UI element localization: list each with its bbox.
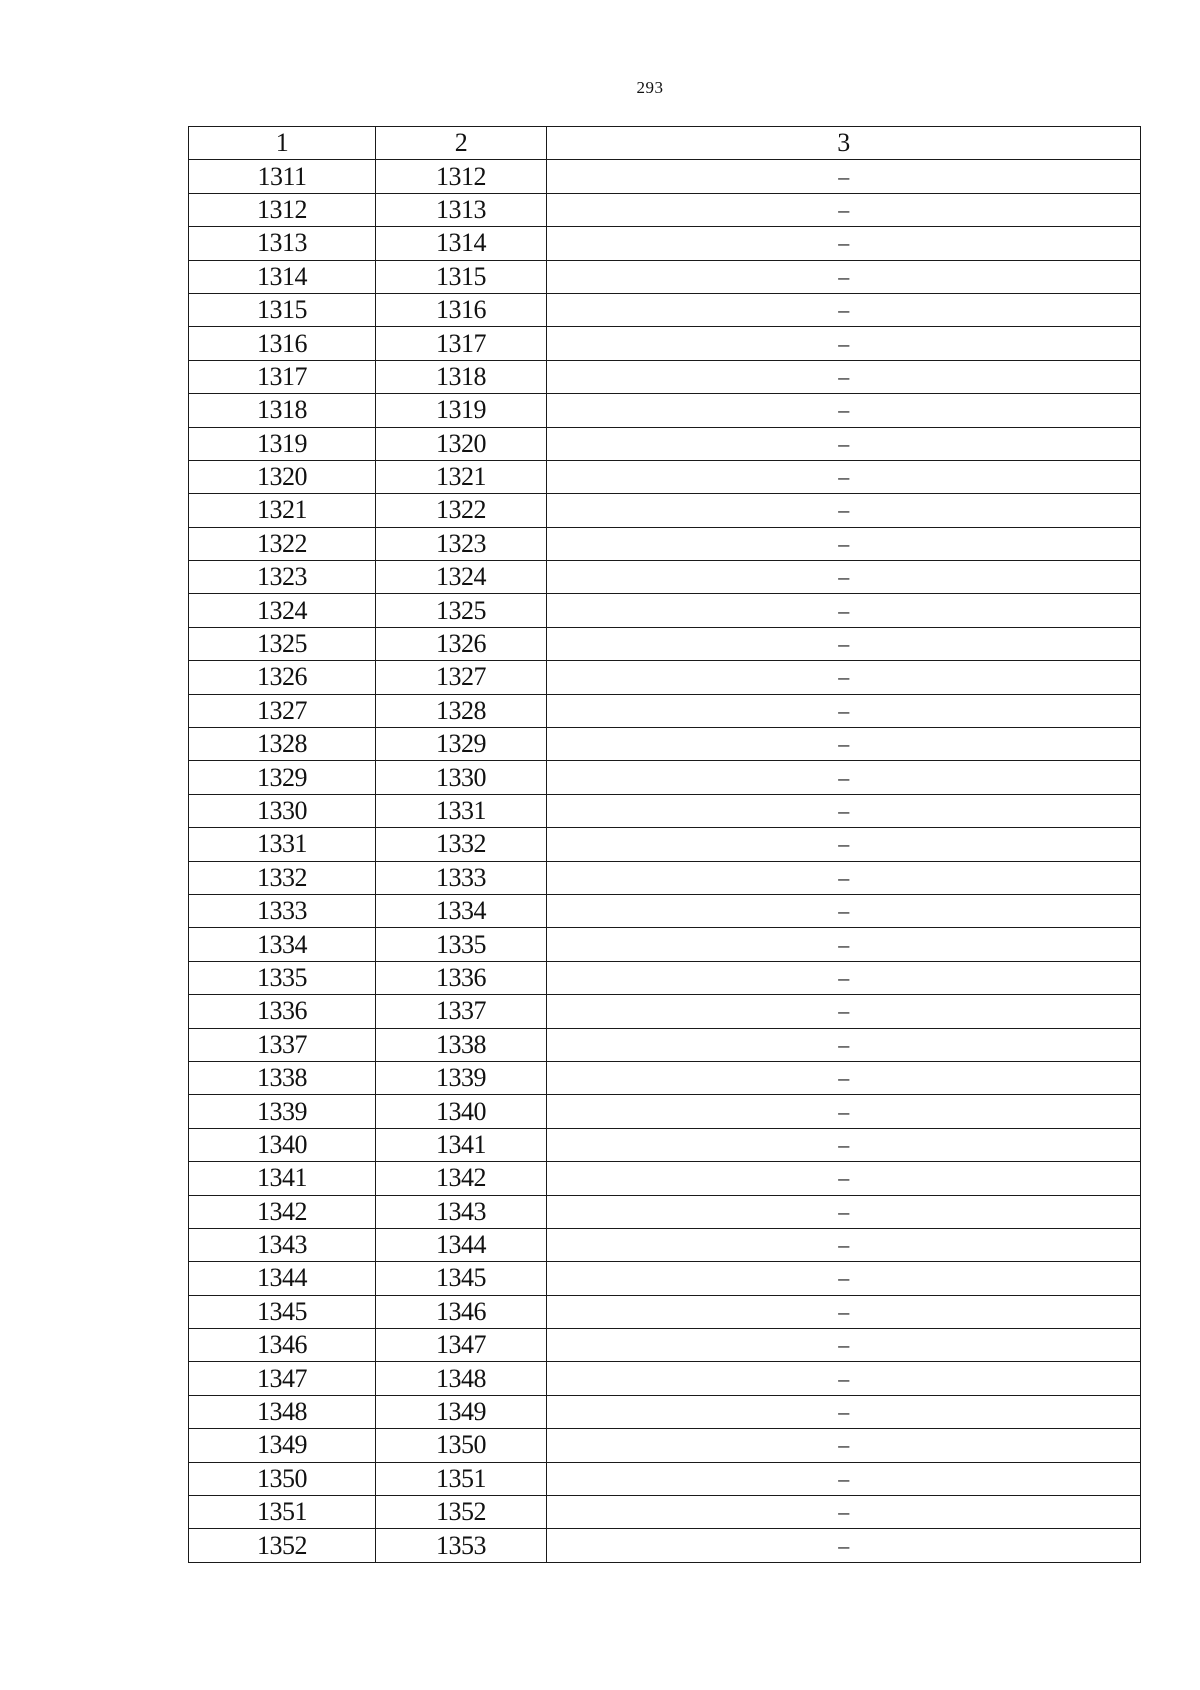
table-cell-col-2: 1345 xyxy=(376,1262,547,1295)
table-row xyxy=(189,1329,1141,1362)
table-cell-col-1: 1335 xyxy=(189,961,376,994)
table-cell-col-1: 1341 xyxy=(189,1162,376,1195)
table-cell-col-3: – xyxy=(547,728,1141,761)
table-cell-col-1: 1320 xyxy=(189,460,376,493)
table-cell-col-2: 1328 xyxy=(376,694,547,727)
table-row xyxy=(189,327,1141,360)
table-row xyxy=(189,928,1141,961)
table-cell-col-3: – xyxy=(547,260,1141,293)
table-cell-col-3: – xyxy=(547,627,1141,660)
table-row xyxy=(189,427,1141,460)
table-cell-col-2: 1341 xyxy=(376,1128,547,1161)
table-cell-col-1: 1346 xyxy=(189,1329,376,1362)
table-cell-col-1: 1322 xyxy=(189,527,376,560)
table-cell-col-3: – xyxy=(547,894,1141,927)
table-cell-col-3: – xyxy=(547,1028,1141,1061)
table-cell-col-2: 1347 xyxy=(376,1329,547,1362)
table-cell-col-2: 1334 xyxy=(376,894,547,927)
table-cell-col-1: 1337 xyxy=(189,1028,376,1061)
table-cell-col-3: – xyxy=(547,1295,1141,1328)
table-cell-col-1: 1315 xyxy=(189,293,376,326)
table-cell-col-3: – xyxy=(547,1128,1141,1161)
table-row xyxy=(189,661,1141,694)
table-cell-col-3: – xyxy=(547,460,1141,493)
table-cell-col-1: 1321 xyxy=(189,494,376,527)
table-cell-col-1: 1324 xyxy=(189,594,376,627)
table-cell-col-1: 1344 xyxy=(189,1262,376,1295)
table-cell-col-2: 1338 xyxy=(376,1028,547,1061)
table-cell-col-1: 1314 xyxy=(189,260,376,293)
header-row xyxy=(189,127,1141,160)
table-cell-col-1: 1340 xyxy=(189,1128,376,1161)
table-cell-col-3: – xyxy=(547,293,1141,326)
table-row xyxy=(189,1162,1141,1195)
table-row xyxy=(189,193,1141,226)
table-cell-col-3: – xyxy=(547,1462,1141,1495)
table-cell-col-1: 1330 xyxy=(189,794,376,827)
table-row xyxy=(189,1429,1141,1462)
table-row xyxy=(189,728,1141,761)
table-cell-col-2: 1336 xyxy=(376,961,547,994)
table-cell-col-2: 1349 xyxy=(376,1395,547,1428)
table-cell-col-1: 1316 xyxy=(189,327,376,360)
table-cell-col-1: 1350 xyxy=(189,1462,376,1495)
table-body xyxy=(189,160,1141,1562)
table-cell-col-2: 1315 xyxy=(376,260,547,293)
table-cell-col-3: – xyxy=(547,1061,1141,1094)
table-row xyxy=(189,828,1141,861)
table-cell-col-3: – xyxy=(547,1162,1141,1195)
table-cell-col-3: – xyxy=(547,928,1141,961)
table-cell-col-3: – xyxy=(547,494,1141,527)
table-cell-col-2: 1323 xyxy=(376,527,547,560)
table-row xyxy=(189,861,1141,894)
table-cell-col-1: 1312 xyxy=(189,193,376,226)
table-cell-col-1: 1323 xyxy=(189,561,376,594)
table-cell-col-2: 1322 xyxy=(376,494,547,527)
column-header-1: 1 xyxy=(189,127,376,160)
table-cell-col-3: – xyxy=(547,227,1141,260)
table-cell-col-1: 1311 xyxy=(189,160,376,193)
table-cell-col-2: 1350 xyxy=(376,1429,547,1462)
table-cell-col-3: – xyxy=(547,861,1141,894)
column-header-3: 3 xyxy=(547,127,1141,160)
table-cell-col-2: 1351 xyxy=(376,1462,547,1495)
table-cell-col-2: 1330 xyxy=(376,761,547,794)
table-cell-col-3: – xyxy=(547,1262,1141,1295)
table-cell-col-2: 1320 xyxy=(376,427,547,460)
table-row xyxy=(189,1028,1141,1061)
table-cell-col-2: 1333 xyxy=(376,861,547,894)
table-cell-col-2: 1327 xyxy=(376,661,547,694)
table-row xyxy=(189,360,1141,393)
table-cell-col-2: 1321 xyxy=(376,460,547,493)
table-cell-col-1: 1319 xyxy=(189,427,376,460)
table-cell-col-1: 1342 xyxy=(189,1195,376,1228)
table-row xyxy=(189,160,1141,193)
table-row xyxy=(189,1061,1141,1094)
table-row xyxy=(189,961,1141,994)
table-row xyxy=(189,794,1141,827)
table-row xyxy=(189,394,1141,427)
table-cell-col-1: 1332 xyxy=(189,861,376,894)
table-row xyxy=(189,260,1141,293)
table-cell-col-3: – xyxy=(547,661,1141,694)
table-cell-col-2: 1324 xyxy=(376,561,547,594)
table-cell-col-3: – xyxy=(547,828,1141,861)
table-cell-col-2: 1314 xyxy=(376,227,547,260)
table-row xyxy=(189,894,1141,927)
table-row xyxy=(189,1529,1141,1562)
column-header-2: 2 xyxy=(376,127,547,160)
table-row xyxy=(189,594,1141,627)
page-number: 293 xyxy=(636,78,664,97)
table-cell-col-3: – xyxy=(547,1529,1141,1562)
table-cell-col-3: – xyxy=(547,961,1141,994)
table-cell-col-3: – xyxy=(547,1496,1141,1529)
table-cell-col-3: – xyxy=(547,327,1141,360)
table-cell-col-2: 1313 xyxy=(376,193,547,226)
table-cell-col-2: 1348 xyxy=(376,1362,547,1395)
table-cell-col-1: 1339 xyxy=(189,1095,376,1128)
table-row xyxy=(189,227,1141,260)
table-cell-col-2: 1332 xyxy=(376,828,547,861)
table-row xyxy=(189,460,1141,493)
table-row xyxy=(189,1462,1141,1495)
table-row xyxy=(189,494,1141,527)
table-cell-col-1: 1326 xyxy=(189,661,376,694)
table-cell-col-2: 1352 xyxy=(376,1496,547,1529)
table-row xyxy=(189,293,1141,326)
table-cell-col-3: – xyxy=(547,1362,1141,1395)
table-row xyxy=(189,1496,1141,1529)
table-cell-col-2: 1318 xyxy=(376,360,547,393)
table-row xyxy=(189,1128,1141,1161)
table-row xyxy=(189,694,1141,727)
table-cell-col-3: – xyxy=(547,995,1141,1028)
table-cell-col-1: 1349 xyxy=(189,1429,376,1462)
table-cell-col-3: – xyxy=(547,160,1141,193)
table-row xyxy=(189,1395,1141,1428)
table-row xyxy=(189,527,1141,560)
table-container xyxy=(188,126,1140,1563)
table-row xyxy=(189,561,1141,594)
table-cell-col-3: – xyxy=(547,193,1141,226)
table-row xyxy=(189,1228,1141,1261)
table-cell-col-3: – xyxy=(547,1429,1141,1462)
table-cell-col-2: 1346 xyxy=(376,1295,547,1328)
table-cell-col-2: 1329 xyxy=(376,728,547,761)
table-cell-col-3: – xyxy=(547,1195,1141,1228)
table-cell-col-3: – xyxy=(547,561,1141,594)
table-cell-col-1: 1333 xyxy=(189,894,376,927)
table-cell-col-1: 1336 xyxy=(189,995,376,1028)
table-cell-col-3: – xyxy=(547,1329,1141,1362)
table-cell-col-1: 1331 xyxy=(189,828,376,861)
table-cell-col-3: – xyxy=(547,1228,1141,1261)
table-row xyxy=(189,995,1141,1028)
table-cell-col-2: 1312 xyxy=(376,160,547,193)
table-cell-col-1: 1352 xyxy=(189,1529,376,1562)
table-row xyxy=(189,1262,1141,1295)
table-cell-col-2: 1344 xyxy=(376,1228,547,1261)
table-cell-col-1: 1318 xyxy=(189,394,376,427)
table-cell-col-1: 1351 xyxy=(189,1496,376,1529)
table-cell-col-1: 1327 xyxy=(189,694,376,727)
table-cell-col-3: – xyxy=(547,794,1141,827)
table-cell-col-1: 1317 xyxy=(189,360,376,393)
table-cell-col-1: 1313 xyxy=(189,227,376,260)
table-cell-col-2: 1335 xyxy=(376,928,547,961)
table-cell-col-2: 1339 xyxy=(376,1061,547,1094)
table-cell-col-3: – xyxy=(547,527,1141,560)
table-cell-col-1: 1347 xyxy=(189,1362,376,1395)
table-cell-col-3: – xyxy=(547,594,1141,627)
table-cell-col-2: 1326 xyxy=(376,627,547,660)
data-table xyxy=(188,126,1141,1563)
table-cell-col-2: 1337 xyxy=(376,995,547,1028)
table-cell-col-2: 1343 xyxy=(376,1195,547,1228)
table-cell-col-1: 1334 xyxy=(189,928,376,961)
table-cell-col-2: 1331 xyxy=(376,794,547,827)
table-cell-col-3: – xyxy=(547,1095,1141,1128)
table-cell-col-2: 1317 xyxy=(376,327,547,360)
table-row xyxy=(189,1362,1141,1395)
table-cell-col-1: 1345 xyxy=(189,1295,376,1328)
table-cell-col-2: 1316 xyxy=(376,293,547,326)
table-row xyxy=(189,761,1141,794)
table-cell-col-2: 1319 xyxy=(376,394,547,427)
table-row xyxy=(189,1295,1141,1328)
table-row xyxy=(189,627,1141,660)
table-cell-col-3: – xyxy=(547,694,1141,727)
table-cell-col-1: 1329 xyxy=(189,761,376,794)
table-cell-col-1: 1325 xyxy=(189,627,376,660)
table-cell-col-2: 1342 xyxy=(376,1162,547,1195)
table-cell-col-3: – xyxy=(547,761,1141,794)
table-cell-col-3: – xyxy=(547,1395,1141,1428)
table-cell-col-2: 1325 xyxy=(376,594,547,627)
table-row xyxy=(189,1095,1141,1128)
table-row xyxy=(189,1195,1141,1228)
table-cell-col-1: 1348 xyxy=(189,1395,376,1428)
table-cell-col-2: 1340 xyxy=(376,1095,547,1128)
table-cell-col-1: 1328 xyxy=(189,728,376,761)
table-cell-col-1: 1343 xyxy=(189,1228,376,1261)
table-cell-col-1: 1338 xyxy=(189,1061,376,1094)
table-cell-col-2: 1353 xyxy=(376,1529,547,1562)
table-cell-col-3: – xyxy=(547,394,1141,427)
table-cell-col-3: – xyxy=(547,427,1141,460)
table-cell-col-3: – xyxy=(547,360,1141,393)
table-header xyxy=(189,127,1141,160)
